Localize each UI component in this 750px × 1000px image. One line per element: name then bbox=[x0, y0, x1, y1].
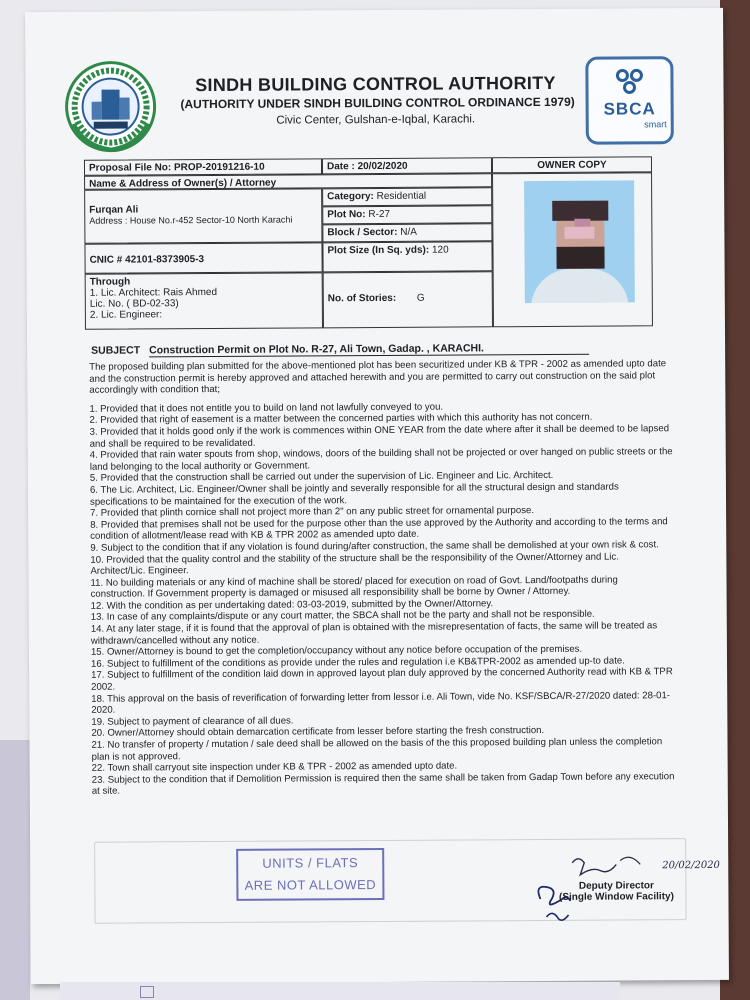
condition-item: 7. Provided that plinth cornice shall not project more than 2" on any public street for ornamental purpose. bbox=[90, 505, 535, 519]
permit-document bbox=[25, 8, 729, 984]
through-cell bbox=[85, 272, 323, 329]
through-label: Through bbox=[89, 276, 131, 288]
permit-body bbox=[89, 358, 676, 798]
condition-item: 5. Provided that the construction shall be carried out under the supervision of Lic. Engineer and Lic. Architect. bbox=[89, 470, 554, 485]
condition-item: 17. Subject to fulfillment of the condition laid down in approved layout plan duly approved by the concerned Authority read with KB & TPR 2002. bbox=[91, 666, 673, 693]
cnic-cell: CNIC # 42101-8373905-3 bbox=[84, 242, 322, 273]
sbca-smart-logo-icon bbox=[585, 56, 674, 145]
background-folder bbox=[0, 740, 30, 1000]
condition-item: 22. Town shall carryout site inspection under KB & TPR - 2002 as amended upto date. bbox=[91, 760, 458, 774]
plot-size-label: Plot Size (In Sq. yds): bbox=[327, 244, 430, 257]
condition-item: 21. No transfer of property / mutation / sale deed shall be allowed on the basis of the this proposed building plan unless the completion plan is not approved. bbox=[91, 736, 663, 763]
owner-heading-cell: Name & Address of Owner(s) / Attorney bbox=[84, 173, 492, 189]
owner-name: Furqan Ali bbox=[89, 204, 139, 216]
condition-item: 16. Subject to fulfillment of the conditions as provide under the rules and regulation i.e KB&TPR-2002 as amended up-to date. bbox=[90, 655, 625, 670]
authority-address: Civic Center, Gulshan-e-Iqbal, Karachi. bbox=[276, 113, 476, 127]
owner-copy-cell: OWNER COPY bbox=[492, 156, 652, 173]
category-label: Category: bbox=[327, 191, 374, 203]
block-value: N/A bbox=[400, 226, 417, 238]
stamp-line-2: ARE NOT ALLOWED bbox=[244, 877, 377, 893]
condition-item: 14. At any later stage, if it is found that the approval of plan is obtained with the misrepresentation of facts, the same will be treated as withdrawn/cancelled without any notice. bbox=[90, 620, 658, 647]
condition-item: 15. Owner/Attorney is bound to get the completion/occupancy without any notice before occupation of the premises. bbox=[90, 644, 583, 659]
signatory-office: (Single Window Facility) bbox=[558, 891, 674, 903]
condition-item: 10. Provided that the quality control and the stability of the structure shall be the responsibility of the Owner/Attorney and Lic. Architect/Lic. Engineer. bbox=[90, 551, 619, 577]
condition-item: 1. Provided that it does not entitle you to build on land not lawfully conveyed to you. bbox=[89, 401, 444, 415]
signatory-title: Deputy Director bbox=[578, 880, 654, 892]
proposal-file-cell: Proposal File No: PROP-20191216-10 bbox=[84, 158, 322, 175]
category-cell bbox=[322, 187, 492, 206]
condition-item: 11. No building materials or any kind of machine shall be stored/ placed for execution on road of Govt. Land/footpaths during construction. If Government property is damaged or misused all responsibility shall be borne by Owner / Attorney. bbox=[90, 574, 618, 601]
condition-item: 2. Provided that right of easement is a matter between the concerned parties with which this authority has not concern. bbox=[89, 412, 593, 427]
authority-title: SINDH BUILDING CONTROL AUTHORITY bbox=[195, 72, 556, 96]
date-cell: Date : 20/02/2020 bbox=[322, 157, 492, 174]
condition-item: 6. The Lic. Architect, Lic. Engineer/Owner shall be jointly and severally responsible for all the structural design and standards specifications to be maintained for the execution of the work. bbox=[89, 481, 619, 508]
block-label: Block / Sector: bbox=[327, 226, 398, 239]
plot-no-cell bbox=[322, 205, 492, 224]
signature-date: 20/02/2020 bbox=[662, 859, 720, 872]
stamp-line-1: UNITS / FLATS bbox=[262, 855, 359, 871]
network-icon bbox=[612, 65, 646, 97]
block-cell bbox=[322, 223, 492, 242]
architect-line: 1. Lic. Architect: Rais Ahmed bbox=[89, 286, 218, 299]
plot-size-value: 120 bbox=[431, 244, 449, 256]
bottom-sheet-edge bbox=[60, 982, 620, 1000]
condition-item: 9. Subject to the condition that if any violation is found during/after construction, the same shall be demolished at your own risk & cost. bbox=[90, 539, 659, 554]
owner-address: Address : House No.r-452 Sector-10 North Karachi bbox=[89, 214, 293, 226]
signatory-block bbox=[546, 880, 686, 903]
owner-photo bbox=[524, 180, 635, 303]
logo-brand-text: SBCA bbox=[603, 99, 656, 119]
plot-no-label: Plot No: bbox=[327, 209, 366, 221]
condition-item: 4. Provided that rain water spouts from shop, windows, doors of the building shall not be projected or over hanged on public streets or the land belonging to the local authority or Government. bbox=[89, 446, 673, 473]
conditions-list bbox=[89, 400, 675, 798]
condition-item: 20. Owner/Attorney should obtain demarcation certificate from lesser before starting the fresh construction. bbox=[91, 725, 545, 740]
sheet-mark bbox=[140, 986, 154, 998]
engineer-line: 2. Lic. Engineer: bbox=[89, 309, 163, 321]
condition-item: 12. With the condition as per undertaking dated: 03-03-2019, submitted by the Owner/Attorney. bbox=[90, 598, 494, 612]
sbca-seal-icon bbox=[63, 59, 158, 154]
stories-value: G bbox=[416, 292, 425, 304]
condition-item: 13. In case of any complaints/dispute or any court matter, the SBCA shall not be the party and shall not be responsible. bbox=[90, 609, 595, 624]
stories-label: No. of Stories: bbox=[327, 292, 397, 305]
units-not-allowed-stamp bbox=[236, 848, 384, 901]
architect-lic-line: Lic. No. ( BD-02-33) bbox=[89, 298, 179, 310]
category-value: Residential bbox=[376, 190, 427, 202]
intro-paragraph: The proposed building plan submitted for the above-mentioned plot has been securitized under KB & TPR - 2002 as amended upto date and the construction permit is hereby approved and attached herewith and you are permitted to carry out construction on the said plot accordingly with condition that; bbox=[89, 358, 667, 396]
stories-cell bbox=[323, 271, 493, 328]
condition-item: 18. This approval on the basis of reverification of forwarding letter from lessor i.e. Ali Town, vide No. KSF/SBCA/R-27/2020 dated: 28-01-2020. bbox=[91, 689, 671, 716]
owner-details-cell bbox=[84, 188, 322, 243]
authority-subtitle: (AUTHORITY UNDER SINDH BUILDING CONTROL ORDINANCE 1979) bbox=[180, 94, 575, 112]
condition-item: 19. Subject to payment of clearance of all dues. bbox=[91, 715, 294, 728]
plot-size-cell bbox=[322, 241, 492, 272]
plot-no-value: R-27 bbox=[368, 208, 391, 221]
subject-text: Construction Permit on Plot No. R-27, Ali Town, Gadap. , KARACHI. bbox=[149, 342, 589, 358]
subject-label: SUBJECT bbox=[91, 344, 141, 357]
condition-item: 23. Subject to the condition that if Demolition Permission is required then the same shall be taken from Gadap Town before any execution at site. bbox=[91, 770, 675, 798]
condition-item: 3. Provided that it holds good only if the work is commences within ONE YEAR from the date where after it shall be deemed to be lapsed and shall be required to be revalidated. bbox=[89, 423, 670, 450]
condition-item: 8. Provided that premises shall not be used for the purpose other than the use approved by the Authority and according to the terms and condition of allotment/lease read with KB & TPR 2002 as amended upto date. bbox=[90, 515, 668, 543]
logo-sub-text: smart bbox=[644, 119, 667, 130]
